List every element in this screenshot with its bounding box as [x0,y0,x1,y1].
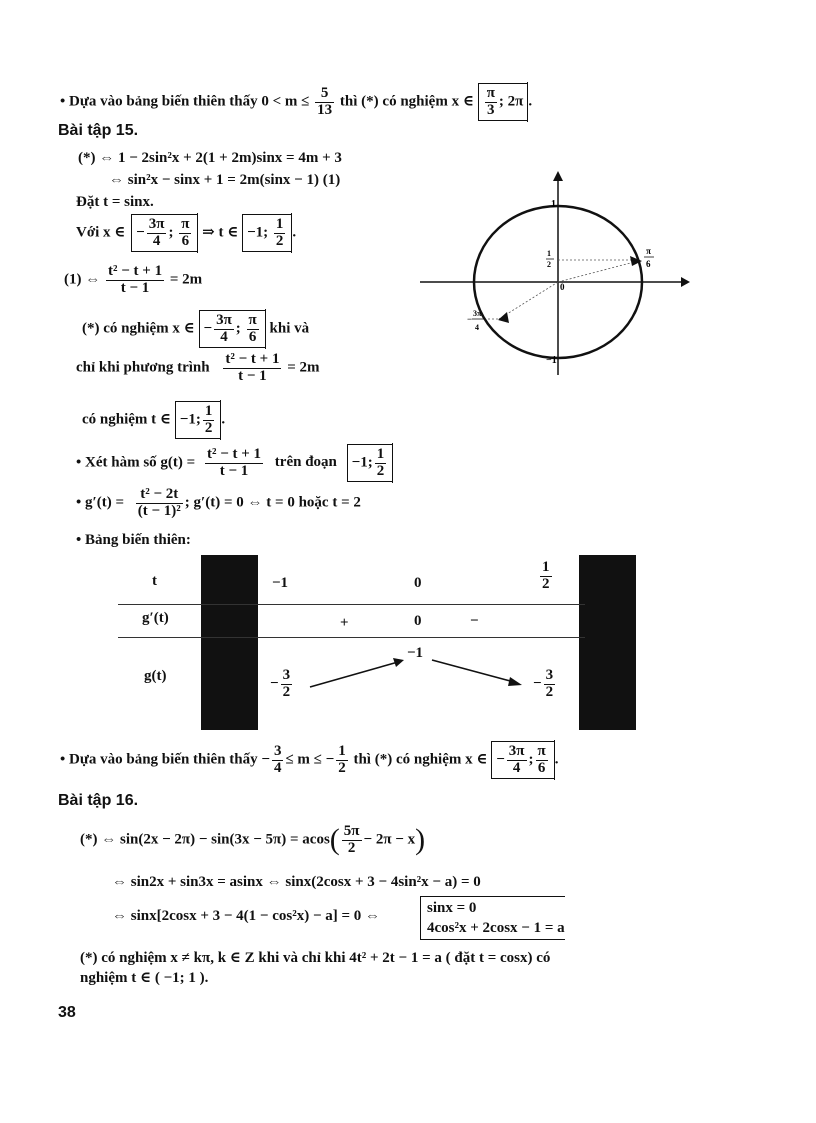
table-line [118,604,585,605]
arrow-head-icon [498,312,509,323]
label-bottom: −1 [546,355,557,366]
bt15-eq-1: (1) ⇔ $\frac{\text{t² − t + 1}}{t - 1}$ = 2m [64,263,203,296]
bt16-eq3: ⇔ sinx[2cosx + 3 − 4(1 − cos²x) − a] = 0 ⇔ [112,908,381,924]
gprime-sign-minus: − [470,613,479,629]
text: Dựa vào bảng biến thiên thấy 0 < m ≤ [69,93,310,110]
system-case-2: 4cos²x + 2cosx − 1 = a [427,920,565,936]
bt16-conclusion-2: nghiệm t ∈ ( −1; 1 ). [80,970,209,986]
table-line [118,637,585,638]
conclusion-line-2: • Dựa vào bảng biến thiên thấy − $\frac{3}{4}$ ≤ m ≤ − $\frac{1}{2}$ thì (*) có nghiệm x ∈ − $\frac{3\pi}{4}$ ; $\frac{\pi}{6}$ . [60,740,558,780]
g-right-value: − $\frac{3}{2}$ [533,667,554,700]
bt15-function-g: • Xét hàm số g(t) = $\frac{\text{t² − t + 1}}{t - 1}$ trên đoạn −1; $\frac{1}{2}$ [76,443,393,483]
exercise-15-heading: Bài tập 15. [58,122,139,139]
y-axis-arrow-icon [553,171,563,181]
t-value: 0 [414,575,422,591]
row-label-gprime: g′(t) [142,610,169,626]
bt15-t-range: có nghiệm t ∈ −1; $\frac{1}{2}$ . [82,400,225,440]
label-top: 1 [551,199,556,210]
black-block-right [579,555,636,730]
bt15-condition: (*) có nghiệm x ∈ − $\frac{3\pi}{4}$ ; $\frac{\pi}{6}$ khi và [82,309,309,349]
m3pi4-num: 3π [473,309,482,318]
pi6-den: 6 [646,259,651,269]
bt15-eq1: (*) ⇔ 1 − 2sin²x + 2(1 + 2m)sinx = 4m + 3 [78,150,342,166]
bt15-eq3: Đặt t = sinx. [76,194,154,210]
m3pi4-den: 4 [475,323,479,332]
row-label-t: t [152,573,157,589]
row-label-g: g(t) [144,668,167,684]
x-axis-arrow-icon [681,277,690,287]
g-left-value: − $\frac{3}{2}$ [270,667,291,700]
svg-text:−: − [467,314,473,324]
unit-circle-diagram [418,165,698,390]
gprime-sign-plus: + [340,615,349,631]
bt16-conclusion-1: (*) có nghiệm x ≠ kπ, k ∈ Z khi và chỉ khi 4t² + 2t − 1 = a ( đặt t = cosx) có [80,950,551,966]
bt15-derivative: • g′(t) = $\frac{\text{t² − 2t}}{\text{(t − 1)²}}$ ; g′(t) = 0 ⇔ t = 0 hoặc t = 2 [76,486,361,519]
bt16-system [420,896,565,940]
text: thì (*) có nghiệm x ∈ [339,93,474,110]
gprime-zero: 0 [414,613,422,629]
bt15-equation-condition: chỉ khi phương trình $\frac{\text{t² − t + 1}}{t - 1}$ = 2m [76,351,320,384]
bt15-voi-x: Với x ∈ − $\frac{3\pi}{4}$ ; $\frac{\pi}{6}$ ⇒ t ∈ −1; $\frac{1}{2}$ . [76,213,296,253]
bt15-eq2: ⇔ sin²x − sinx + 1 = 2m(sinx − 1) (1) [109,172,341,188]
label-origin: 0 [560,282,565,292]
pi6-num: π [646,246,651,256]
conclusion-line-1: • Dựa vào bảng biến thiên thấy 0 < m ≤ $\frac{5}{13}$ thì (*) có nghiệm x ∈ $\frac{\pi}{3}$ ; 2π . [60,82,532,122]
bt15-table-label: • Bảng biến thiên: [76,532,191,548]
bullet: • [60,93,66,110]
t-value: −1 [272,575,289,591]
g-max-value: −1 [407,645,424,661]
fraction-5-13: $\frac{5}{13}$ [317,84,333,118]
half-den: 2 [547,260,551,269]
interval-bracket: $\frac{\pi}{3}$ ; 2π [478,83,528,122]
exercise-16-heading: Bài tập 16. [58,792,139,809]
arrow-up-icon [393,658,404,667]
system-case-1: sinx = 0 [427,900,477,916]
black-block-left [201,555,258,730]
page-number: 38 [58,1004,76,1021]
half-num: 1 [547,249,551,258]
arrow-down-icon [508,677,522,686]
variation-arrows [300,640,530,700]
bt16-eq1: (*) ⇔ sin(2x − 2π) − sin(3x − 5π) = acos( $\frac{5\pi}{2}$ − 2π − x) [80,822,426,856]
t-value-end: $\frac{1}{2}$ [542,559,550,592]
bt16-eq2: ⇔ sin2x + sin3x = asinx ⇔ sinx(2cosx + 3 − 4sin²x − a) = 0 [112,874,481,890]
